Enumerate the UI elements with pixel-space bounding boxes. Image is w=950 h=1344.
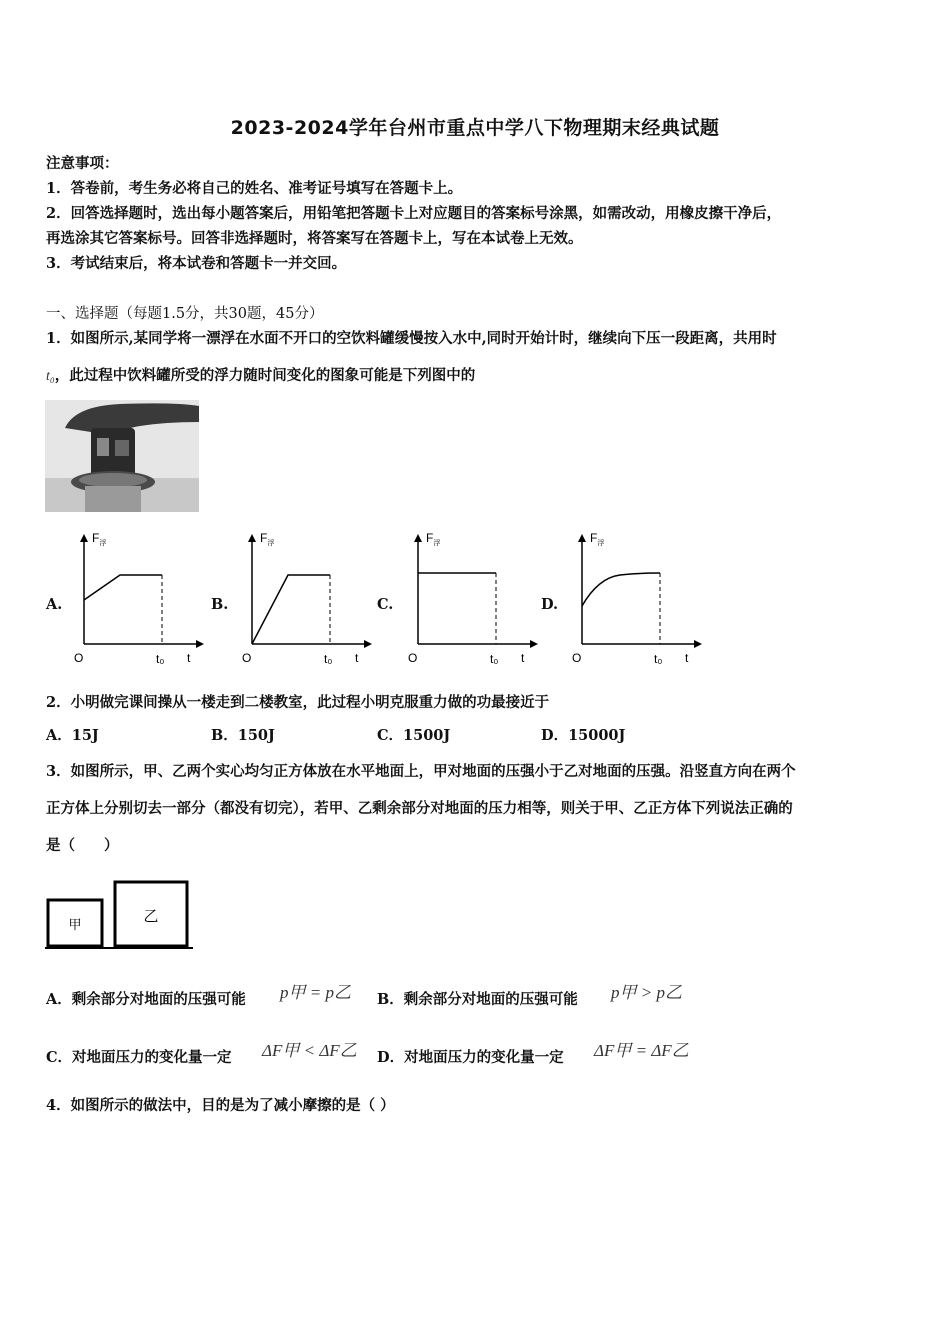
q3-option-d: D．对地面压力的变化量一定 [377,1049,564,1066]
q3-option-c: C．对地面压力的变化量一定 [46,1049,232,1066]
x-axis-arrow [530,640,538,648]
notice-item: 再选涂其它答案标号。回答非选择题时，将答案写在答题卡上，写在本试卷上无效。 [46,230,583,247]
q3-option-b-formula: p甲 > p乙 [611,983,682,1002]
origin-label: O [408,651,418,665]
q1-graph-a [70,528,210,670]
y-axis-arrow [414,534,422,542]
q3-stem-line1: 3．如图所示，甲、乙两个实心均匀正方体放在水平地面上，甲对地面的压强小于乙对地面的压强。沿竖直方向在两个 [46,763,796,780]
x-axis-arrow [694,640,702,648]
t-label: t [355,651,359,665]
y-axis-label: $F_浮$ [260,531,275,547]
y-axis-arrow [578,534,586,542]
x-axis-arrow [196,640,204,648]
q1-graph-d [568,528,708,670]
notice-heading: 注意事项： [46,155,119,172]
q2-option-b: B．150J [211,727,275,744]
q1-photo [45,400,199,512]
y-axis-label: $F_浮$ [92,531,107,547]
q3-option-c-formula: ΔF甲 < ΔF乙 [262,1041,357,1060]
t0-label: t₀ [156,652,165,666]
q3-option-b: B．剩余部分对地面的压强可能 [377,991,578,1008]
q1-graph-b-label: B. [211,596,229,613]
y-axis-arrow [80,534,88,542]
y-axis-arrow [248,534,256,542]
q3-stem-line3: 是（ ） [46,837,119,854]
x-axis-arrow [364,640,372,648]
q2-option-d: D．15000J [541,727,626,744]
t-label: t [521,651,525,665]
q3-stem-line2: 正方体上分别切去一部分（都没有切完），若甲、乙剩余部分对地面的压力相等，则关于甲、乙正方体下列说法正确的 [46,800,793,817]
notice-item: 3．考试结束后，将本试卷和答题卡一并交回。 [46,255,347,272]
origin-label: O [572,651,582,665]
t0-label: t₀ [490,652,499,666]
q1-graph-c [404,528,544,670]
cube-jia-label: 甲 [68,917,82,932]
y-axis-label: $F_浮$ [590,531,605,547]
cube-yi-label: 乙 [143,908,159,925]
origin-label: O [242,651,252,665]
q1-graph-b [238,528,378,670]
q2-option-a: A．15J [46,727,99,744]
q1-stem-line1: 1．如图所示,某同学将一漂浮在水面不开口的空饮料罐缓慢按入水中,同时开始计时，继续向下压一段距离，共用时 [46,330,777,347]
page-title: 2023-2024学年台州市重点中学八下物理期末经典试题 [230,117,720,139]
q4-stem: 4．如图所示的做法中，目的是为了减小摩擦的是（ ） [46,1097,395,1114]
notice-item: 2．回答选择题时，选出每小题答案后，用铅笔把答题卡上对应题目的答案标号涂黑，如需改动，用橡皮擦干净后， [46,205,782,222]
notice-item: 1．答卷前，考生务必将自己的姓名、准考证号填写在答题卡上。 [46,180,463,197]
q1-graph-c-label: C. [377,596,394,613]
section-heading: 一、选择题（每题1.5分，共30题，45分） [46,306,324,322]
q3-option-d-formula: ΔF甲 = ΔF乙 [594,1041,689,1060]
t0-label: t₀ [324,652,333,666]
q3-cubes-figure [45,878,193,952]
force-curve [252,575,330,644]
q3-option-a: A．剩余部分对地面的压强可能 [46,991,246,1008]
q1-stem-line2: t₀，此过程中饮料罐所受的浮力随时间变化的图象可能是下列图中的 [46,367,476,384]
t-label: t [187,651,191,665]
q1-graph-d-label: D. [541,596,559,613]
force-curve [84,575,162,600]
origin-label: O [74,651,84,665]
q3-option-a-formula: p甲 = p乙 [280,983,351,1002]
q1-graph-a-label: A. [46,596,63,613]
q2-stem: 2．小明做完课间操从一楼走到二楼教室，此过程小明克服重力做的功最接近于 [46,694,550,711]
t0-label: t₀ [654,652,663,666]
q2-option-c: C．1500J [377,727,451,744]
t-label: t [685,651,689,665]
q1-t0-symbol: t₀ [46,369,55,384]
y-axis-label: $F_浮$ [426,531,441,547]
force-curve [582,573,660,606]
